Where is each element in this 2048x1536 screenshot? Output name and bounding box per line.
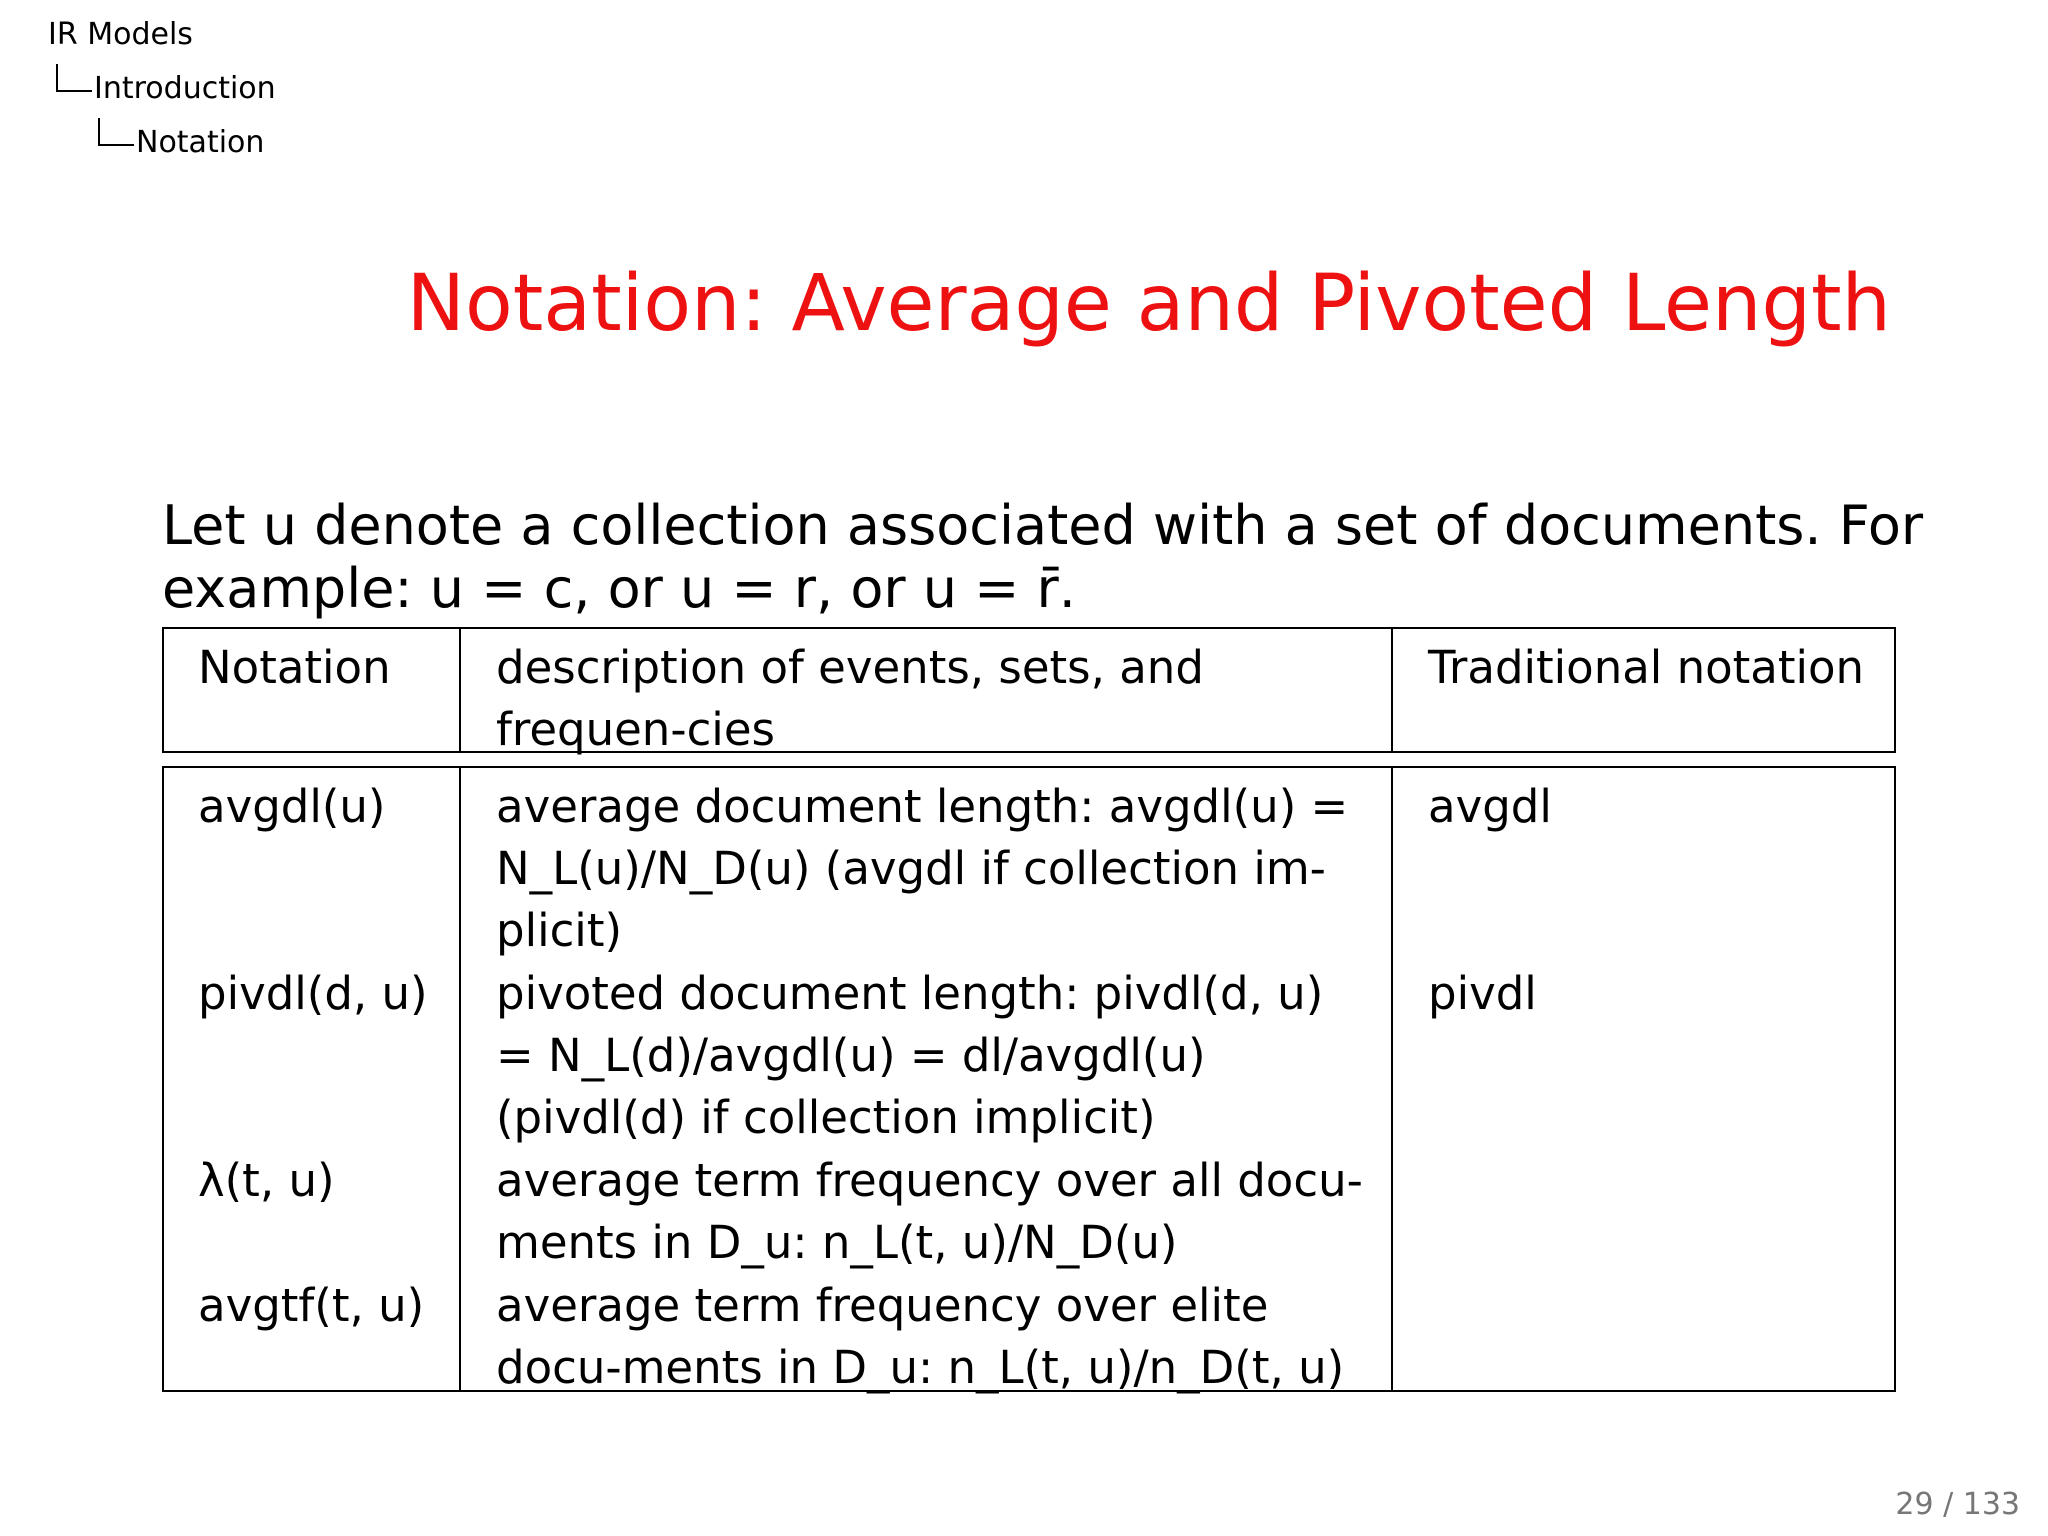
breadcrumb-level-2-label: Introduction xyxy=(94,71,276,106)
column-divider xyxy=(1391,629,1393,751)
breadcrumb-level-3 xyxy=(48,116,276,170)
row-description: average term frequency over elite docu-ments in D_u: n_L(t, u)/n_D(t, u) xyxy=(496,1279,1345,1394)
column-divider xyxy=(459,629,461,751)
table-body xyxy=(162,766,1896,1392)
row-traditional: avgdl xyxy=(1428,780,1552,833)
header-traditional: Traditional notation xyxy=(1428,641,1865,694)
breadcrumb xyxy=(48,8,276,170)
header-notation: Notation xyxy=(198,641,391,694)
tree-connector-icon xyxy=(56,64,92,92)
column-divider xyxy=(459,768,461,1390)
header-description: description of events, sets, and frequen-cies xyxy=(496,641,1204,756)
breadcrumb-level-2 xyxy=(48,62,276,116)
slide-title: Notation: Average and Pivoted Length xyxy=(406,259,1891,349)
row-notation: pivdl(d, u) xyxy=(198,967,428,1020)
row-description: average document length: avgdl(u) = N_L(u)/N_D(u) (avgdl if collection im-plicit) xyxy=(496,780,1349,957)
row-notation: avgtf(t, u) xyxy=(198,1279,425,1332)
breadcrumb-level-3-label: Notation xyxy=(136,125,265,160)
tree-connector-icon xyxy=(98,118,134,146)
table-header xyxy=(162,627,1896,756)
row-notation: avgdl(u) xyxy=(198,780,386,833)
intro-line-2: example: u = c, or u = r, or u = r̄. xyxy=(162,557,1076,620)
intro-line-1: Let u denote a collection associated with a set of documents. For xyxy=(162,494,1924,557)
row-notation: λ(t, u) xyxy=(198,1154,335,1207)
column-divider xyxy=(1391,768,1393,1390)
intro-text xyxy=(162,494,1924,620)
row-traditional: pivdl xyxy=(1428,967,1537,1020)
row-description: average term frequency over all docu-ments in D_u: n_L(t, u)/N_D(u) xyxy=(496,1154,1363,1269)
row-description: pivoted document length: pivdl(d, u) = N_L(d)/avgdl(u) = dl/avgdl(u) (pivdl(d) if collection implicit) xyxy=(496,967,1324,1144)
breadcrumb-level-1: IR Models xyxy=(48,17,193,52)
page-number: 29 / 133 xyxy=(1895,1487,2020,1522)
